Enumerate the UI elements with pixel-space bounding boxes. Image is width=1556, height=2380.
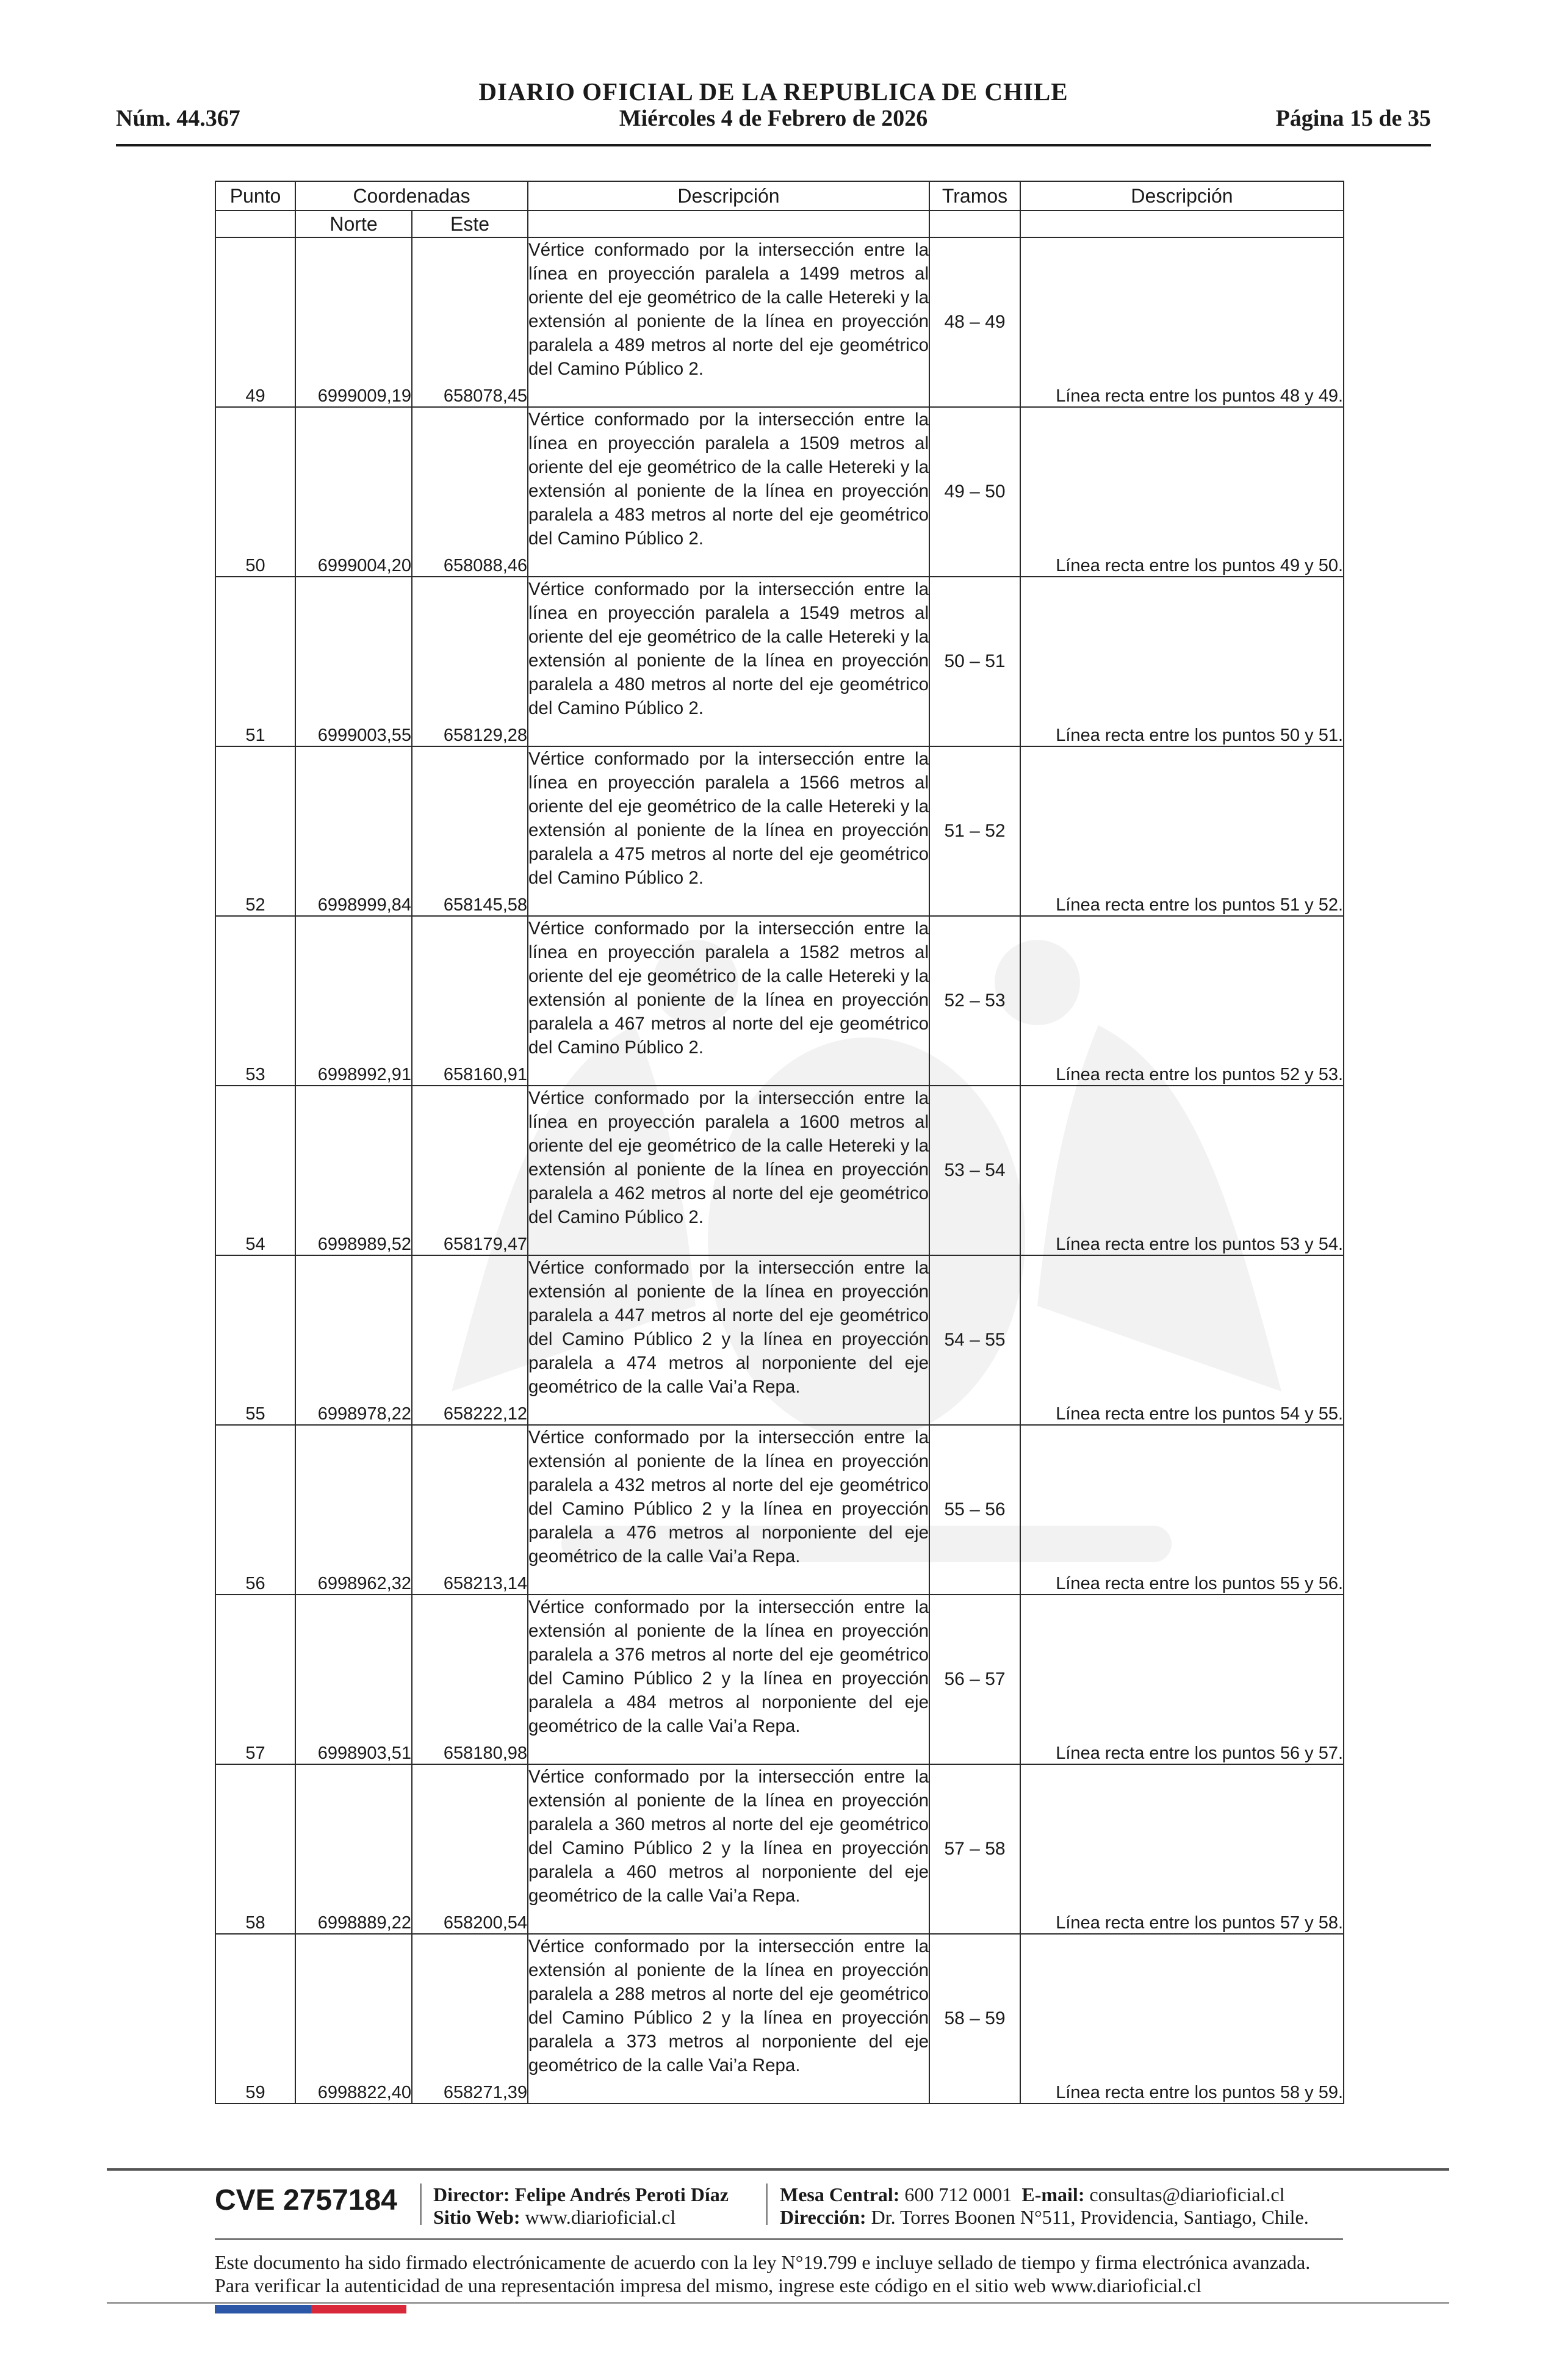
subheader-empty <box>215 211 295 237</box>
norte-cell: 6999009,19 <box>295 237 412 407</box>
tramo-cell: 55 – 56 <box>929 1425 1020 1595</box>
page-number: Página 15 de 35 <box>1275 106 1431 131</box>
footer-separator <box>766 2183 768 2225</box>
legal-notice: Este documento ha sido firmado electrónicamente de acuerdo con la ley N°19.799 e incluye sellado de tiempo y firma electrónica avanzada. Para verificar la autenticidad de una representación impresa del mismo, ingrese este código en el sitio web www.diarioficial.cl <box>215 2251 1311 2296</box>
este-cell: 658213,14 <box>412 1425 528 1595</box>
table-row <box>215 1255 1344 1425</box>
este-cell: 658222,12 <box>412 1255 528 1425</box>
punto-cell: 51 <box>215 577 295 746</box>
este-cell: 658078,45 <box>412 237 528 407</box>
norte-cell: 6998989,52 <box>295 1086 412 1255</box>
tramo-cell: 58 – 59 <box>929 1934 1020 2104</box>
direccion-value: Dr. Torres Boonen N°511, Providencia, Santiago, Chile. <box>871 2206 1309 2228</box>
punto-cell: 55 <box>215 1255 295 1425</box>
descripcion-tramo-cell: Línea recta entre los puntos 56 y 57. <box>1020 1595 1344 1764</box>
descripcion-cell: Vértice conformado por la intersección entre la extensión al poniente de la línea en proyección paralela a 447 metros al norte del eje geométrico del Camino Público 2 y la línea en proyección paralela a 474 metros al norponiente del eje geométrico de la calle Vai’a Repa. <box>528 1255 929 1425</box>
tramo-cell: 49 – 50 <box>929 407 1020 577</box>
punto-cell: 56 <box>215 1425 295 1595</box>
direccion-label: Dirección: <box>780 2206 866 2228</box>
este-cell: 658088,46 <box>412 407 528 577</box>
descripcion-tramo-cell: Línea recta entre los puntos 49 y 50. <box>1020 407 1344 577</box>
table-row <box>215 407 1344 577</box>
tramo-cell: 54 – 55 <box>929 1255 1020 1425</box>
header-norte: Norte <box>295 211 412 237</box>
tramo-cell: 51 – 52 <box>929 746 1020 916</box>
punto-cell: 59 <box>215 1934 295 2104</box>
punto-cell: 53 <box>215 916 295 1086</box>
descripcion-cell: Vértice conformado por la intersección entre la línea en proyección paralela a 1582 metros al oriente del eje geométrico de la calle Hetereki y la extensión al poniente de la línea en proyección paralela a 467 metros al norte del eje geométrico del Camino Público 2. <box>528 916 929 1086</box>
descripcion-cell: Vértice conformado por la intersección entre la línea en proyección paralela a 1549 metros al oriente del eje geométrico de la calle Hetereki y la extensión al poniente de la línea en proyección paralela a 480 metros al norte del eje geométrico del Camino Público 2. <box>528 577 929 746</box>
descripcion-cell: Vértice conformado por la intersección entre la extensión al poniente de la línea en proyección paralela a 376 metros al norte del eje geométrico del Camino Público 2 y la línea en proyección paralela a 484 metros al norponiente del eje geométrico de la calle Vai’a Repa. <box>528 1595 929 1764</box>
norte-cell: 6999004,20 <box>295 407 412 577</box>
table-row <box>215 746 1344 916</box>
subheader-empty <box>1020 211 1344 237</box>
director-label: Director: <box>433 2183 510 2205</box>
punto-cell: 54 <box>215 1086 295 1255</box>
coordinates-table <box>215 181 1344 2104</box>
footer-separator <box>420 2183 422 2225</box>
header-tramos: Tramos <box>929 181 1020 211</box>
table-row <box>215 237 1344 407</box>
flag-bar-red <box>311 2305 406 2313</box>
subheader-empty <box>528 211 929 237</box>
subheader-empty <box>929 211 1020 237</box>
descripcion-tramo-cell: Línea recta entre los puntos 54 y 55. <box>1020 1255 1344 1425</box>
page-header <box>116 77 1431 146</box>
descripcion-cell: Vértice conformado por la intersección entre la extensión al poniente de la línea en proyección paralela a 288 metros al norte del eje geométrico del Camino Público 2 y la línea en proyección paralela a 373 metros al norponiente del eje geométrico de la calle Vai’a Repa. <box>528 1934 929 2104</box>
table-subheader-row <box>215 211 1344 237</box>
descripcion-cell: Vértice conformado por la intersección entre la línea en proyección paralela a 1509 metros al oriente del eje geométrico de la calle Hetereki y la extensión al poniente de la línea en proyección paralela a 483 metros al norte del eje geométrico del Camino Público 2. <box>528 407 929 577</box>
este-cell: 658271,39 <box>412 1934 528 2104</box>
descripcion-tramo-cell: Línea recta entre los puntos 55 y 56. <box>1020 1425 1344 1595</box>
descripcion-tramo-cell: Línea recta entre los puntos 48 y 49. <box>1020 237 1344 407</box>
norte-cell: 6998978,22 <box>295 1255 412 1425</box>
descripcion-tramo-cell: Línea recta entre los puntos 51 y 52. <box>1020 746 1344 916</box>
descripcion-tramo-cell: Línea recta entre los puntos 50 y 51. <box>1020 577 1344 746</box>
header-descripcion-tramo: Descripción <box>1020 181 1344 211</box>
tramo-cell: 53 – 54 <box>929 1086 1020 1255</box>
table-row <box>215 1425 1344 1595</box>
table-row <box>215 1764 1344 1934</box>
email-label: E-mail: <box>1021 2183 1085 2205</box>
este-cell: 658179,47 <box>412 1086 528 1255</box>
este-cell: 658145,58 <box>412 746 528 916</box>
punto-cell: 52 <box>215 746 295 916</box>
descripcion-cell: Vértice conformado por la intersección entre la extensión al poniente de la línea en proyección paralela a 432 metros al norte del eje geométrico del Camino Público 2 y la línea en proyección paralela a 476 metros al norponiente del eje geométrico de la calle Vai’a Repa. <box>528 1425 929 1595</box>
header-este: Este <box>412 211 528 237</box>
descripcion-cell: Vértice conformado por la intersección entre la línea en proyección paralela a 1499 metros al oriente del eje geométrico de la calle Hetereki y la extensión al poniente de la línea en proyección paralela a 489 metros al norte del eje geométrico del Camino Público 2. <box>528 237 929 407</box>
descripcion-cell: Vértice conformado por la intersección entre la extensión al poniente de la línea en proyección paralela a 360 metros al norte del eje geométrico del Camino Público 2 y la línea en proyección paralela a 460 metros al norponiente del eje geométrico de la calle Vai’a Repa. <box>528 1764 929 1934</box>
table-row <box>215 1595 1344 1764</box>
table-row <box>215 1934 1344 2104</box>
email-link[interactable]: consultas@diarioficial.cl <box>1089 2183 1285 2205</box>
footer-divider <box>107 2302 1449 2304</box>
footer-divider <box>215 2238 1343 2240</box>
header-descripcion: Descripción <box>528 181 929 211</box>
tramo-cell: 52 – 53 <box>929 916 1020 1086</box>
descripcion-tramo-cell: Línea recta entre los puntos 53 y 54. <box>1020 1086 1344 1255</box>
mesa-phone: 600 712 0001 <box>904 2183 1012 2205</box>
director-name: Felipe Andrés Peroti Díaz <box>514 2183 729 2205</box>
norte-cell: 6999003,55 <box>295 577 412 746</box>
header-punto: Punto <box>215 181 295 211</box>
publication-date: Miércoles 4 de Febrero de 2026 <box>619 106 928 131</box>
tramo-cell: 50 – 51 <box>929 577 1020 746</box>
header-coordenadas: Coordenadas <box>295 181 528 211</box>
table-header-row <box>215 181 1344 211</box>
contact-block <box>780 2183 1309 2229</box>
tramo-cell: 48 – 49 <box>929 237 1020 407</box>
tramo-cell: 56 – 57 <box>929 1595 1020 1764</box>
este-cell: 658129,28 <box>412 577 528 746</box>
publication-title: DIARIO OFICIAL DE LA REPUBLICA DE CHILE <box>478 78 1068 106</box>
flag-bar-blue <box>215 2305 311 2313</box>
descripcion-cell: Vértice conformado por la intersección entre la línea en proyección paralela a 1600 metros al oriente del eje geométrico de la calle Hetereki y la extensión al poniente de la línea en proyección paralela a 462 metros al norte del eje geométrico del Camino Público 2. <box>528 1086 929 1255</box>
punto-cell: 58 <box>215 1764 295 1934</box>
punto-cell: 49 <box>215 237 295 407</box>
table-row <box>215 1086 1344 1255</box>
norte-cell: 6998822,40 <box>295 1934 412 2104</box>
issue-number: Núm. 44.367 <box>116 106 240 131</box>
norte-cell: 6998889,22 <box>295 1764 412 1934</box>
descripcion-tramo-cell: Línea recta entre los puntos 57 y 58. <box>1020 1764 1344 1934</box>
descripcion-cell: Vértice conformado por la intersección entre la línea en proyección paralela a 1566 metros al oriente del eje geométrico de la calle Hetereki y la extensión al poniente de la línea en proyección paralela a 475 metros al norte del eje geométrico del Camino Público 2. <box>528 746 929 916</box>
cve-code: CVE 2757184 <box>215 2184 397 2216</box>
footer-divider <box>107 2168 1449 2171</box>
descripcion-tramo-cell: Línea recta entre los puntos 52 y 53. <box>1020 916 1344 1086</box>
table-row <box>215 577 1344 746</box>
director-block <box>433 2183 729 2229</box>
norte-cell: 6998992,91 <box>295 916 412 1086</box>
table-row <box>215 916 1344 1086</box>
punto-cell: 50 <box>215 407 295 577</box>
este-cell: 658180,98 <box>412 1595 528 1764</box>
este-cell: 658160,91 <box>412 916 528 1086</box>
este-cell: 658200,54 <box>412 1764 528 1934</box>
table-body <box>215 237 1344 2104</box>
punto-cell: 57 <box>215 1595 295 1764</box>
descripcion-tramo-cell: Línea recta entre los puntos 58 y 59. <box>1020 1934 1344 2104</box>
web-link[interactable]: www.diarioficial.cl <box>525 2206 676 2228</box>
norte-cell: 6998903,51 <box>295 1595 412 1764</box>
norte-cell: 6998962,32 <box>295 1425 412 1595</box>
mesa-label: Mesa Central: <box>780 2183 900 2205</box>
web-label: Sitio Web: <box>433 2206 520 2228</box>
norte-cell: 6998999,84 <box>295 746 412 916</box>
tramo-cell: 57 – 58 <box>929 1764 1020 1934</box>
